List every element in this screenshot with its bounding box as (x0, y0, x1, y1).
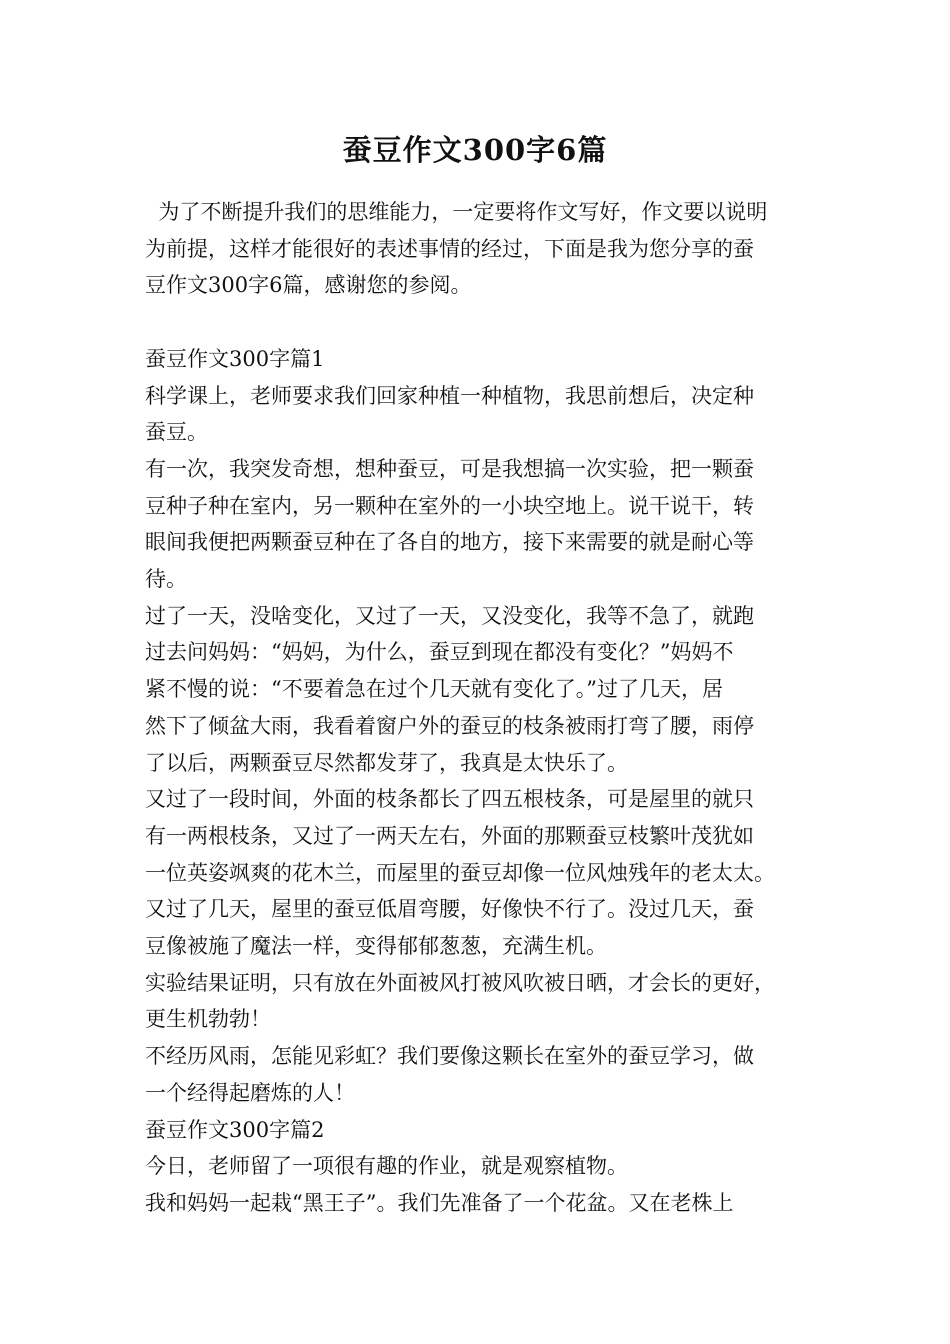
intro-line: 为了不断提升我们的思维能力，一定要将作文写好，作文要以说明 (145, 200, 768, 224)
intro-line: 为前提，这样才能很好的表述事情的经过，下面是我为您分享的蚕 (145, 236, 754, 261)
text-line: 一个经得起磨炼的人！ (145, 1080, 355, 1105)
text-line: 更生机勃勃！ (145, 1007, 271, 1032)
document-body (145, 194, 810, 1222)
text-line: 我和妈妈一起栽“黑王子”。我们先准备了一个花盆。又在老株上 (145, 1190, 734, 1215)
text-line: 豆种子种在室内，另一颗种在室外的一小块空地上。说干说干，转 (145, 493, 754, 518)
text-line: 过了一天，没啥变化，又过了一天，又没变化，我等不急了，就跑 (145, 603, 754, 628)
text-line: 又过了一段时间，外面的枝条都长了四五根枝条，可是屋里的就只 (145, 787, 754, 812)
text-line: 不经历风雨，怎能见彩虹？我们要像这颗长在室外的蚕豆学习，做 (145, 1044, 754, 1069)
text-line: 紧不慢的说：“不要着急在过个几天就有变化了。”过了几天，居 (145, 677, 723, 702)
text-line: 有一两根枝条，又过了一两天左右，外面的那颗蚕豆枝繁叶茂犹如 (145, 823, 754, 848)
text-line: 眼间我便把两颗蚕豆种在了各自的地方，接下来需要的就是耐心等 (145, 530, 754, 555)
intro-line: 豆作文300字6篇，感谢您的参阅。 (145, 273, 472, 298)
text-line: 了以后，两颗蚕豆尽然都发芽了，我真是太快乐了。 (145, 750, 628, 775)
section-heading: 蚕豆作文300字篇1 (145, 346, 325, 371)
text-line: 豆像被施了魔法一样，变得郁郁葱葱，充满生机。 (145, 934, 607, 959)
text-line: 待。 (145, 567, 187, 592)
text-line: 一位英姿飒爽的花木兰，而屋里的蚕豆却像一位风烛残年的老太太。 (145, 860, 775, 885)
text-line: 今日，老师留了一项很有趣的作业，就是观察植物。 (145, 1154, 628, 1179)
section-heading: 蚕豆作文300字篇2 (145, 1117, 325, 1142)
text-line: 实验结果证明，只有放在外面被风打被风吹被日晒，才会长的更好， (145, 970, 775, 995)
document-title: 蚕豆作文300字6篇 (342, 133, 608, 167)
text-line: 然下了倾盆大雨，我看着窗户外的蚕豆的枝条被雨打弯了腰，雨停 (145, 713, 754, 738)
paragraph-gap (145, 304, 810, 341)
text-line: 有一次，我突发奇想，想种蚕豆，可是我想搞一次实验，把一颗蚕 (145, 456, 754, 481)
text-line: 又过了几天，屋里的蚕豆低眉弯腰，好像快不行了。没过几天，蚕 (145, 897, 754, 922)
text-line: 过去问妈妈：“妈妈，为什么，蚕豆到现在都没有变化？”妈妈不 (145, 640, 734, 665)
text-line: 蚕豆。 (145, 420, 208, 445)
text-line: 科学课上，老师要求我们回家种植一种植物，我思前想后，决定种 (145, 383, 754, 408)
